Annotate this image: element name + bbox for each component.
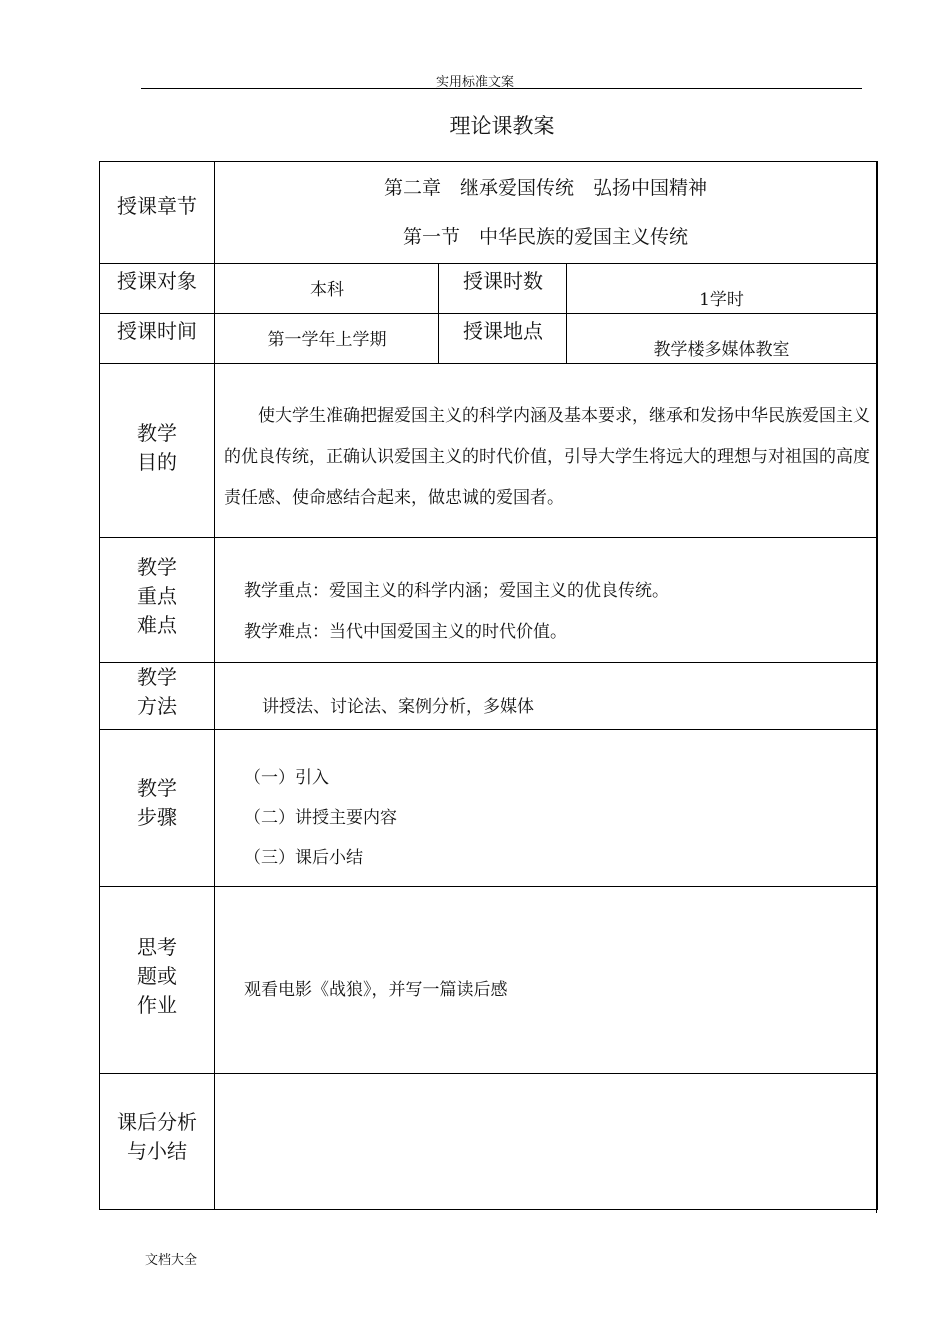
steps-label xyxy=(99,774,215,832)
place-value: 教学楼多媒体教室 xyxy=(653,340,790,360)
keypoints-label-line: 教学 xyxy=(137,555,177,579)
row-divider xyxy=(99,662,878,663)
summary-label xyxy=(99,1108,215,1166)
time-value: 第一学年上学期 xyxy=(267,330,387,350)
chapter-label: 授课章节 xyxy=(117,194,197,218)
objective-text: 使大学生准确把握爱国主义的科学内涵及基本要求，继承和发扬中华民族爱国主义的优良传统，正确认识爱国主义的时代价值，引导大学生将远大的理想与对祖国的高度责任感、使命感结合起来，做忠诚的爱国者。 xyxy=(224,406,870,508)
row-divider xyxy=(99,263,878,264)
objective-label-line: 教学 xyxy=(137,421,177,445)
page-header: 实用标准文案 xyxy=(435,75,514,90)
summary-label-line: 与小结 xyxy=(127,1139,187,1163)
chapter-title: 第二章 继承爱国传统 弘扬中国精神 xyxy=(383,177,707,199)
method-label xyxy=(99,663,215,721)
time-label: 授课时间 xyxy=(117,319,197,343)
audience-label: 授课对象 xyxy=(117,269,197,293)
row-divider xyxy=(99,537,878,538)
method-label-line: 教学 xyxy=(137,665,177,689)
difficult-point-text: 教学难点：当代中国爱国主义的时代价值。 xyxy=(244,622,567,642)
homework-text: 观看电影《战狼》，并写一篇读后感 xyxy=(244,980,508,1000)
summary-label-line: 课后分析 xyxy=(117,1110,197,1134)
step-item: （一）引入 xyxy=(244,768,329,788)
steps-label-line: 步骤 xyxy=(137,805,177,829)
hours-value: 1学时 xyxy=(699,290,744,310)
header-rule xyxy=(141,88,862,89)
objective-label-line: 目的 xyxy=(137,450,177,474)
homework-label xyxy=(99,933,215,1020)
keypoints-label-line: 重点 xyxy=(137,584,177,608)
homework-label-line: 思考 xyxy=(137,935,177,959)
row-divider xyxy=(99,886,878,887)
keypoints-label xyxy=(99,553,215,640)
row-divider xyxy=(99,313,878,314)
step-item: （二）讲授主要内容 xyxy=(244,808,397,828)
method-label-line: 方法 xyxy=(137,694,177,718)
document-title: 理论课教案 xyxy=(449,114,555,138)
steps-label-line: 教学 xyxy=(137,776,177,800)
table-right-border xyxy=(876,161,877,1213)
page-footer: 文档大全 xyxy=(145,1253,198,1268)
row-divider xyxy=(99,363,878,364)
place-label: 授课地点 xyxy=(463,319,543,343)
objective-label xyxy=(99,419,215,477)
audience-value: 本科 xyxy=(310,280,344,300)
homework-label-line: 作业 xyxy=(137,993,177,1017)
homework-label-line: 题或 xyxy=(137,964,177,988)
method-text: 讲授法、讨论法、案例分析，多媒体 xyxy=(262,697,534,717)
row-divider xyxy=(99,1073,878,1074)
section-title: 第一节 中华民族的爱国主义传统 xyxy=(402,226,688,248)
keypoints-label-line: 难点 xyxy=(137,613,177,637)
row-divider xyxy=(99,729,878,730)
key-point-text: 教学重点：爱国主义的科学内涵；爱国主义的优良传统。 xyxy=(244,581,669,601)
step-item: （三）课后小结 xyxy=(244,848,363,868)
hours-label: 授课时数 xyxy=(463,269,543,293)
